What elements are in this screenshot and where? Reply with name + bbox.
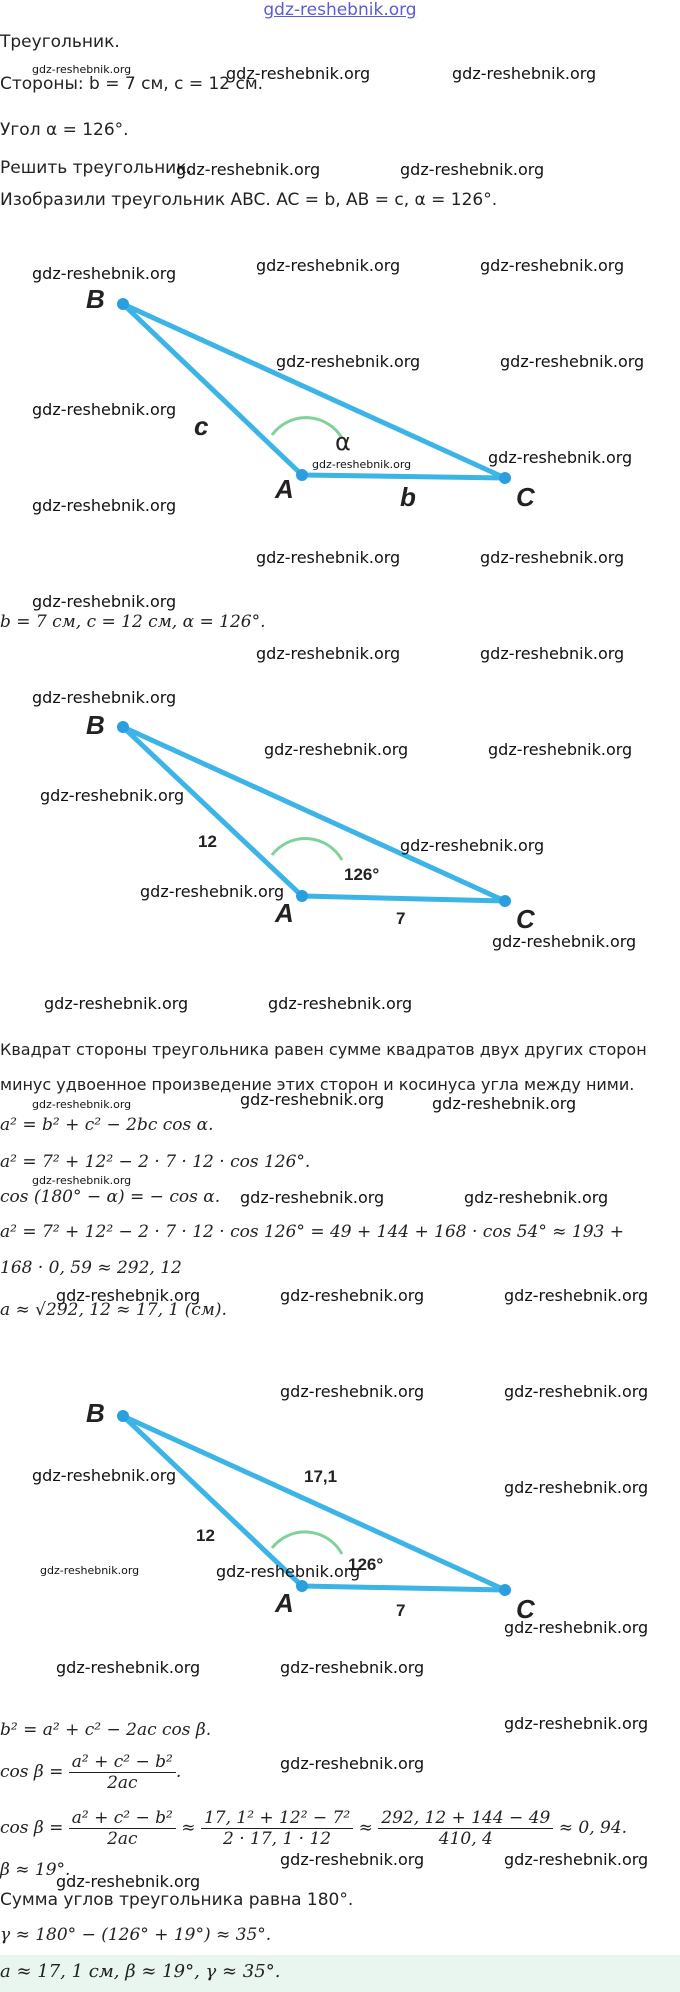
formula-calc-line-2: 168 · 0, 59 ≈ 292, 12 xyxy=(0,1258,182,1278)
watermark: gdz-reshebnik.org xyxy=(32,688,177,707)
angle-value: 126° xyxy=(348,1555,384,1574)
watermark: gdz-reshebnik.org xyxy=(32,264,177,283)
vertex-a-label: A xyxy=(275,1588,294,1618)
angle-arc xyxy=(272,418,342,438)
site-title-link[interactable]: gdz-reshebnik.org xyxy=(263,0,417,20)
watermark: gdz-reshebnik.org xyxy=(264,740,409,759)
fraction-numerator: a² + c² − b² xyxy=(69,1808,176,1829)
watermark: gdz-reshebnik.org xyxy=(32,592,177,611)
watermark: gdz-reshebnik.org xyxy=(504,1618,649,1637)
angle-arc xyxy=(272,1532,342,1554)
angle-value: 126° xyxy=(344,865,380,884)
watermark: gdz-reshebnik.org xyxy=(44,994,189,1013)
cos-beta-lhs: cos β = xyxy=(0,1818,64,1838)
vertex-b-label: B xyxy=(86,284,105,314)
fraction xyxy=(69,1752,176,1793)
fraction-denominator: 410, 4 xyxy=(438,1829,493,1849)
vertex-b-dot xyxy=(117,1410,129,1422)
vertex-c-dot xyxy=(499,895,511,907)
watermark: gdz-reshebnik.org xyxy=(464,1188,609,1207)
watermark: gdz-reshebnik.org xyxy=(480,256,625,275)
vertex-c-label: C xyxy=(516,1594,535,1624)
fraction-denominator: 2ac xyxy=(107,1829,138,1849)
vertex-c-dot xyxy=(499,472,511,484)
intro-line-1: Треугольник. xyxy=(0,32,120,52)
triangle-shape xyxy=(123,304,505,478)
fraction xyxy=(201,1808,353,1849)
watermark: gdz-reshebnik.org xyxy=(40,786,185,805)
vertex-a-dot xyxy=(296,1580,308,1592)
watermark: gdz-reshebnik.org xyxy=(280,1658,425,1677)
formula-beta-law: b² = a² + c² − 2ac cos β. xyxy=(0,1720,212,1740)
intro-line-4: Решить треугольник. xyxy=(0,158,192,178)
vertex-b-label: B xyxy=(86,1398,105,1428)
fraction-denominator: 2ac xyxy=(107,1773,138,1793)
side-b-label: b xyxy=(400,482,416,512)
watermark: gdz-reshebnik.org xyxy=(32,1098,132,1111)
intro-line-3: Угол α = 126°. xyxy=(0,120,129,140)
watermark: gdz-reshebnik.org xyxy=(504,1286,649,1305)
watermark: gdz-reshebnik.org xyxy=(256,644,401,663)
watermark: gdz-reshebnik.org xyxy=(400,836,545,855)
formula-side-a: a ≈ √292, 12 ≈ 17, 1 (см). xyxy=(0,1300,227,1320)
watermark: gdz-reshebnik.org xyxy=(276,352,421,371)
formula-gamma: γ ≈ 180° − (126° + 19°) ≈ 35°. xyxy=(0,1925,272,1945)
watermark: gdz-reshebnik.org xyxy=(56,1872,201,1891)
vertex-a-dot xyxy=(296,890,308,902)
formula-cosine-law: a² = b² + c² − 2bc cos α. xyxy=(0,1115,214,1135)
theory-line-1: Квадрат стороны треугольника равен сумме квадратов двух других сторон xyxy=(0,1040,647,1059)
watermark: gdz-reshebnik.org xyxy=(504,1714,649,1733)
formula-cos-beta-value: cos β = $\frac{\text{a² + c² − b²}}{2ac}$ ≈ $\frac{\text{17, 1² + 12² − 7²}}{2 \cdot 17, 1 \cdot 12}$ ≈ $\frac{292, 12 + 144 - 49}{410, 4}$ ≈ 0, 94. xyxy=(0,1808,628,1849)
side-b-value: 7 xyxy=(396,909,406,928)
intro-line-5: Изобразили треугольник ABC. AC = b, AB = c, α = 126°. xyxy=(0,190,498,210)
formula-cos-beta: cos β = $\frac{\text{a² + c² − b²}}{2ac}$ . xyxy=(0,1752,182,1793)
cos-beta-lhs: cos β = xyxy=(0,1762,64,1782)
watermark: gdz-reshebnik.org xyxy=(32,1174,132,1187)
watermark: gdz-reshebnik.org xyxy=(240,1188,385,1207)
angle-sum-text: Сумма углов треугольника равна 180°. xyxy=(0,1890,354,1910)
fraction-numerator: 17, 1² + 12² − 7² xyxy=(201,1808,353,1829)
watermark: gdz-reshebnik.org xyxy=(280,1850,425,1869)
answer-box xyxy=(0,1955,680,1992)
watermark: gdz-reshebnik.org xyxy=(504,1850,649,1869)
formula-beta-result: β ≈ 19°. xyxy=(0,1860,71,1880)
watermark: gdz-reshebnik.org xyxy=(504,1478,649,1497)
watermark: gdz-reshebnik.org xyxy=(432,1094,577,1113)
given-line: b = 7 см, c = 12 см, α = 126°. xyxy=(0,612,266,632)
formula-calc-line-1: a² = 7² + 12² − 2 · 7 · 12 · cos 126° = 49 + 144 + 168 · cos 54° ≈ 193 + xyxy=(0,1222,624,1242)
watermark: gdz-reshebnik.org xyxy=(32,400,177,419)
watermark: gdz-reshebnik.org xyxy=(480,548,625,567)
answer-text: a ≈ 17, 1 см, β ≈ 19°, γ ≈ 35°. xyxy=(0,1961,281,1982)
watermark: gdz-reshebnik.org xyxy=(216,1562,361,1581)
watermark: gdz-reshebnik.org xyxy=(40,1564,140,1577)
side-c-value: 12 xyxy=(196,1526,215,1545)
vertex-b-label: B xyxy=(86,710,105,740)
vertex-a-label: A xyxy=(275,898,294,928)
vertex-c-dot xyxy=(499,1584,511,1596)
side-b-value: 7 xyxy=(396,1601,406,1620)
watermark: gdz-reshebnik.org xyxy=(140,882,285,901)
watermark: gdz-reshebnik.org xyxy=(480,644,625,663)
watermark: gdz-reshebnik.org xyxy=(504,1382,649,1401)
angle-alpha-label: α xyxy=(335,428,351,456)
vertex-b-dot xyxy=(117,721,129,733)
cos-beta-result: ≈ 0, 94. xyxy=(558,1818,628,1838)
vertex-a-label: A xyxy=(275,474,294,504)
fraction-numerator: 292, 12 + 144 − 49 xyxy=(378,1808,553,1829)
side-a-value: 17,1 xyxy=(304,1467,338,1486)
watermark: gdz-reshebnik.org xyxy=(32,496,177,515)
watermark: gdz-reshebnik.org xyxy=(488,740,633,759)
side-c-label: c xyxy=(194,411,209,441)
formula-reduction: cos (180° − α) = − cos α. xyxy=(0,1187,221,1207)
watermark: gdz-reshebnik.org xyxy=(488,448,633,467)
watermark: gdz-reshebnik.org xyxy=(452,64,597,83)
watermark: gdz-reshebnik.org xyxy=(256,548,401,567)
theory-line-2: минус удвоенное произведение этих сторон и косинуса угла между ними. xyxy=(0,1075,635,1094)
vertex-a-dot xyxy=(296,469,308,481)
formula-substitution: a² = 7² + 12² − 2 · 7 · 12 · cos 126°. xyxy=(0,1152,311,1172)
watermark: gdz-reshebnik.org xyxy=(226,64,371,83)
fraction-denominator: 2 · 17, 1 · 12 xyxy=(223,1829,332,1849)
watermark: gdz-reshebnik.org xyxy=(176,160,321,179)
triangle-figure-3 xyxy=(0,1390,680,1630)
watermark: gdz-reshebnik.org xyxy=(268,994,413,1013)
intro-line-2: Стороны: b = 7 см, c = 12 см. xyxy=(0,74,264,94)
fraction-numerator: a² + c² − b² xyxy=(69,1752,176,1773)
watermark: gdz-reshebnik.org xyxy=(280,1754,425,1773)
watermark: gdz-reshebnik.org xyxy=(56,1658,201,1677)
vertex-c-label: C xyxy=(516,904,535,934)
watermark: gdz-reshebnik.org xyxy=(280,1382,425,1401)
watermark: gdz-reshebnik.org xyxy=(280,1286,425,1305)
watermark: gdz-reshebnik.org xyxy=(492,932,637,951)
watermark: gdz-reshebnik.org xyxy=(400,160,545,179)
watermark: gdz-reshebnik.org xyxy=(312,458,412,471)
vertex-b-dot xyxy=(117,298,129,310)
watermark: gdz-reshebnik.org xyxy=(56,1286,201,1305)
side-c-value: 12 xyxy=(198,832,217,851)
watermark: gdz-reshebnik.org xyxy=(256,256,401,275)
vertex-c-label: C xyxy=(516,482,535,512)
watermark: gdz-reshebnik.org xyxy=(32,1466,177,1485)
watermark: gdz-reshebnik.org xyxy=(500,352,645,371)
watermark: gdz-reshebnik.org xyxy=(32,63,132,76)
watermark: gdz-reshebnik.org xyxy=(240,1090,385,1109)
triangle-figure-2 xyxy=(0,700,680,940)
fraction xyxy=(378,1808,553,1849)
angle-arc xyxy=(272,839,342,860)
fraction xyxy=(69,1808,176,1849)
